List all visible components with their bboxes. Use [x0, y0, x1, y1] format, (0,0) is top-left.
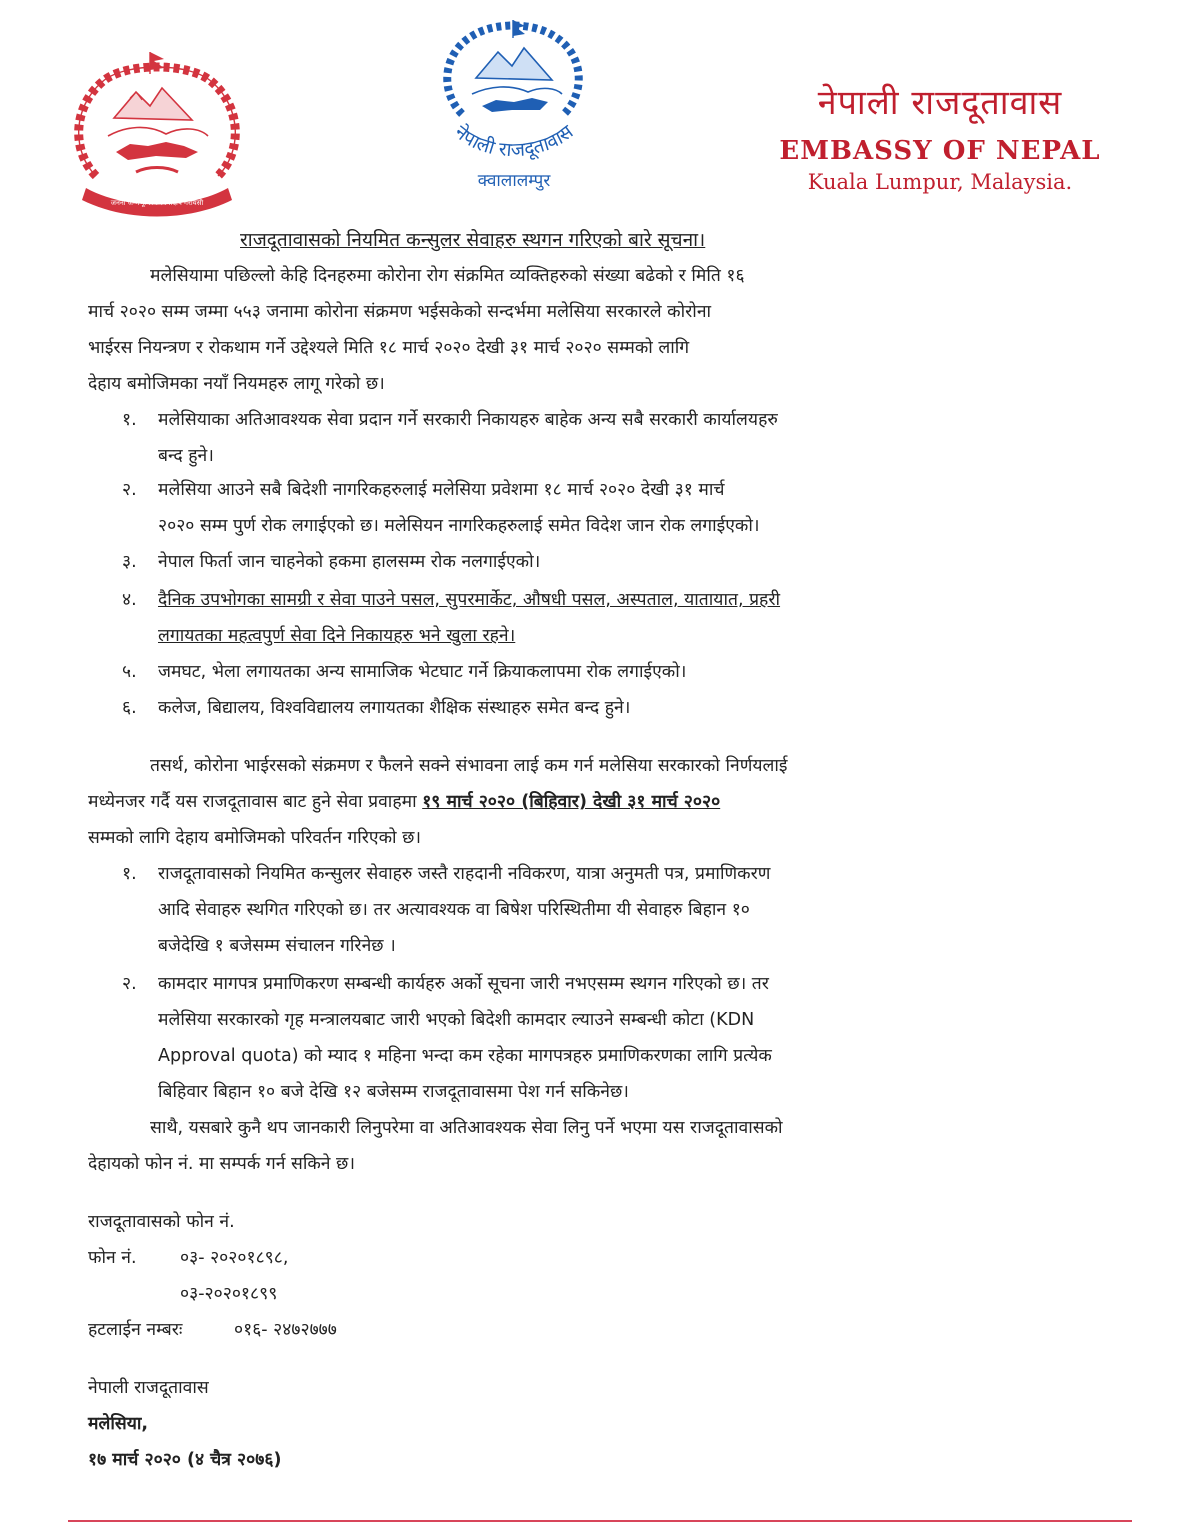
- change-text: बजेदेखि १ बजेसम्म संचालन गरिनेछ ।: [158, 936, 396, 956]
- svg-text:नेपाली राजदूतावास: [450, 120, 578, 161]
- rule-number: ४.: [122, 590, 137, 610]
- rule-text: मलेसियाका अतिआवश्यक सेवा प्रदान गर्ने सरकारी निकायहरु बाहेक अन्य सबै सरकारी कार्यालयहरु: [158, 410, 778, 430]
- para2-line: तसर्थ, कोरोना भाईरसको संक्रमण र फैलने सक्ने संभावना लाई कम गर्न मलेसिया सरकारको निर्णयलाई: [150, 756, 788, 776]
- rule-text: कलेज, बिद्यालय, विश्वविद्यालय लगायतका शैक्षिक संस्थाहरु समेत बन्द हुने।: [158, 698, 631, 718]
- change-text: बिहिवार बिहान १० बजे देखि १२ बजेसम्म राजदूतावासमा पेश गर्न सकिनेछ।: [158, 1082, 629, 1102]
- embassy-seal-logo: [432, 18, 594, 198]
- closing-line: देहायको फोन नं. मा सम्पर्क गर्न सकिने छ।: [88, 1154, 355, 1174]
- change-text: Approval quota) को म्याद १ महिना भन्दा कम रहेका मागपत्रहरु प्रमाणिकरणका लागि प्रत्येक: [158, 1046, 772, 1066]
- contact-heading: राजदूतावासको फोन नं.: [88, 1212, 235, 1232]
- rule-text: २०२० सम्म पुर्ण रोक लगाईएको छ। मलेसियन नागरिकहरुलाई समेत विदेश जान रोक लगाईएको।: [158, 516, 760, 536]
- rule-number: ३.: [122, 552, 137, 572]
- notice-title: राजदूतावासको नियमित कन्सुलर सेवाहरु स्थगन गरिएको बारे सूचना।: [240, 229, 706, 251]
- change-number: १.: [122, 864, 137, 884]
- para2-text: मध्येनजर गर्दै यस राजदूतावास बाट हुने सेवा प्रवाहमा: [88, 792, 423, 812]
- change-text: राजदूतावासको नियमित कन्सुलर सेवाहरु जस्तै राहदानी नविकरण, यात्रा अनुमती पत्र, प्रमाणिकरण: [158, 864, 771, 884]
- header-location: Kuala Lumpur, Malaysia.: [807, 170, 1073, 194]
- rule-number: १.: [122, 410, 137, 430]
- svg-text:जननी जन्मभूमिश्च स्वर्गादपि गर: जननी जन्मभूमिश्च स्वर्गादपि गरीयसी: [110, 199, 204, 207]
- rule-number: ५.: [122, 662, 137, 682]
- rule-text: बन्द हुने।: [158, 446, 214, 466]
- header-title-english: EMBASSY OF NEPAL: [779, 136, 1101, 166]
- change-number: २.: [122, 974, 137, 994]
- hotline-number: ०१६- २४७२७७७: [234, 1320, 337, 1340]
- intro-line: मलेसियामा पछिल्लो केहि दिनहरुमा कोरोना रोग संक्रमित व्यक्तिहरुको संख्या बढेको र मिति १६: [150, 266, 745, 286]
- seal-text-top: नेपाली राजदूतावास: [450, 120, 578, 162]
- para2-line: सम्मको लागि देहाय बमोजिमको परिवर्तन गरिएको छ।: [88, 828, 422, 848]
- change-text: कामदार मागपत्र प्रमाणिकरण सम्बन्धी कार्यहरु अर्को सूचना जारी नभएसम्म स्थगन गरिएको छ। तर: [158, 974, 769, 994]
- signature-org: नेपाली राजदूतावास: [88, 1378, 209, 1398]
- footer-divider: [68, 1520, 1132, 1522]
- rule-text: नेपाल फिर्ता जान चाहनेको हकमा हालसम्म रोक नलगाईएको।: [158, 552, 541, 572]
- change-text: आदि सेवाहरु स्थगित गरिएको छ। तर अत्यावश्यक वा बिषेश परिस्थितीमा यी सेवाहरु बिहान १०: [158, 900, 750, 920]
- rule-number: ६.: [122, 698, 137, 718]
- phone-number-2: ०३-२०२०१८९९: [180, 1284, 278, 1304]
- signature-date: १७ मार्च २०२० (४ चैत्र २०७६): [88, 1450, 282, 1470]
- rule-text: मलेसिया आउने सबै बिदेशी नागरिकहरुलाई मलेसिया प्रवेशमा १८ मार्च २०२० देखी ३१ मार्च: [158, 480, 725, 500]
- rule-text-underlined: लगायतका महत्वपुर्ण सेवा दिने निकायहरु भने खुला रहने।: [158, 626, 516, 646]
- change-text: मलेसिया सरकारको गृह मन्त्रालयबाट जारी भएको बिदेशी कामदार ल्याउने सम्बन्धी कोटा (KDN: [158, 1010, 755, 1030]
- rule-text-underlined: दैनिक उपभोगका सामग्री र सेवा पाउने पसल, सुपरमार्केट, औषधी पसल, अस्पताल, यातायात, प्रहरी: [158, 590, 781, 610]
- para2-line: [88, 784, 720, 820]
- hotline-label: हटलाईन नम्बरः: [88, 1320, 183, 1340]
- intro-line: भाईरस नियन्त्रण र रोकथाम गर्ने उद्देश्यले मिति १८ मार्च २०२० देखी ३१ मार्च २०२० सम्मको लागि: [88, 338, 690, 358]
- header-title-nepali: नेपाली राजदूतावास: [817, 83, 1063, 123]
- rule-text: जमघट, भेला लगायतका अन्य सामाजिक भेटघाट गर्ने क्रियाकलापमा रोक लगाईएको।: [158, 662, 687, 682]
- rule-number: २.: [122, 480, 137, 500]
- intro-line: मार्च २०२० सम्म जम्मा ५५३ जनामा कोरोना संक्रमण भईसकेको सन्दर्भमा मलेसिया सरकारले कोरोना: [88, 302, 712, 322]
- intro-line: देहाय बमोजिमका नयाँ नियमहरु लागू गरेको छ।: [88, 374, 385, 394]
- phone-label: फोन नं.: [88, 1248, 137, 1268]
- signature-country: मलेसिया,: [88, 1414, 149, 1434]
- phone-number-1: ०३- २०२०१८९८,: [180, 1248, 289, 1268]
- nepal-emblem-logo: [66, 48, 248, 218]
- service-suspension-dates: १९ मार्च २०२० (बिहिवार) देखी ३१ मार्च २०२०: [422, 792, 721, 812]
- seal-text-bottom: क्वालालम्पुर: [477, 171, 551, 191]
- closing-line: साथै, यसबारे कुनै थप जानकारी लिनुपरेमा वा अतिआवश्यक सेवा लिनु पर्ने भएमा यस राजदूतावासको: [150, 1118, 783, 1138]
